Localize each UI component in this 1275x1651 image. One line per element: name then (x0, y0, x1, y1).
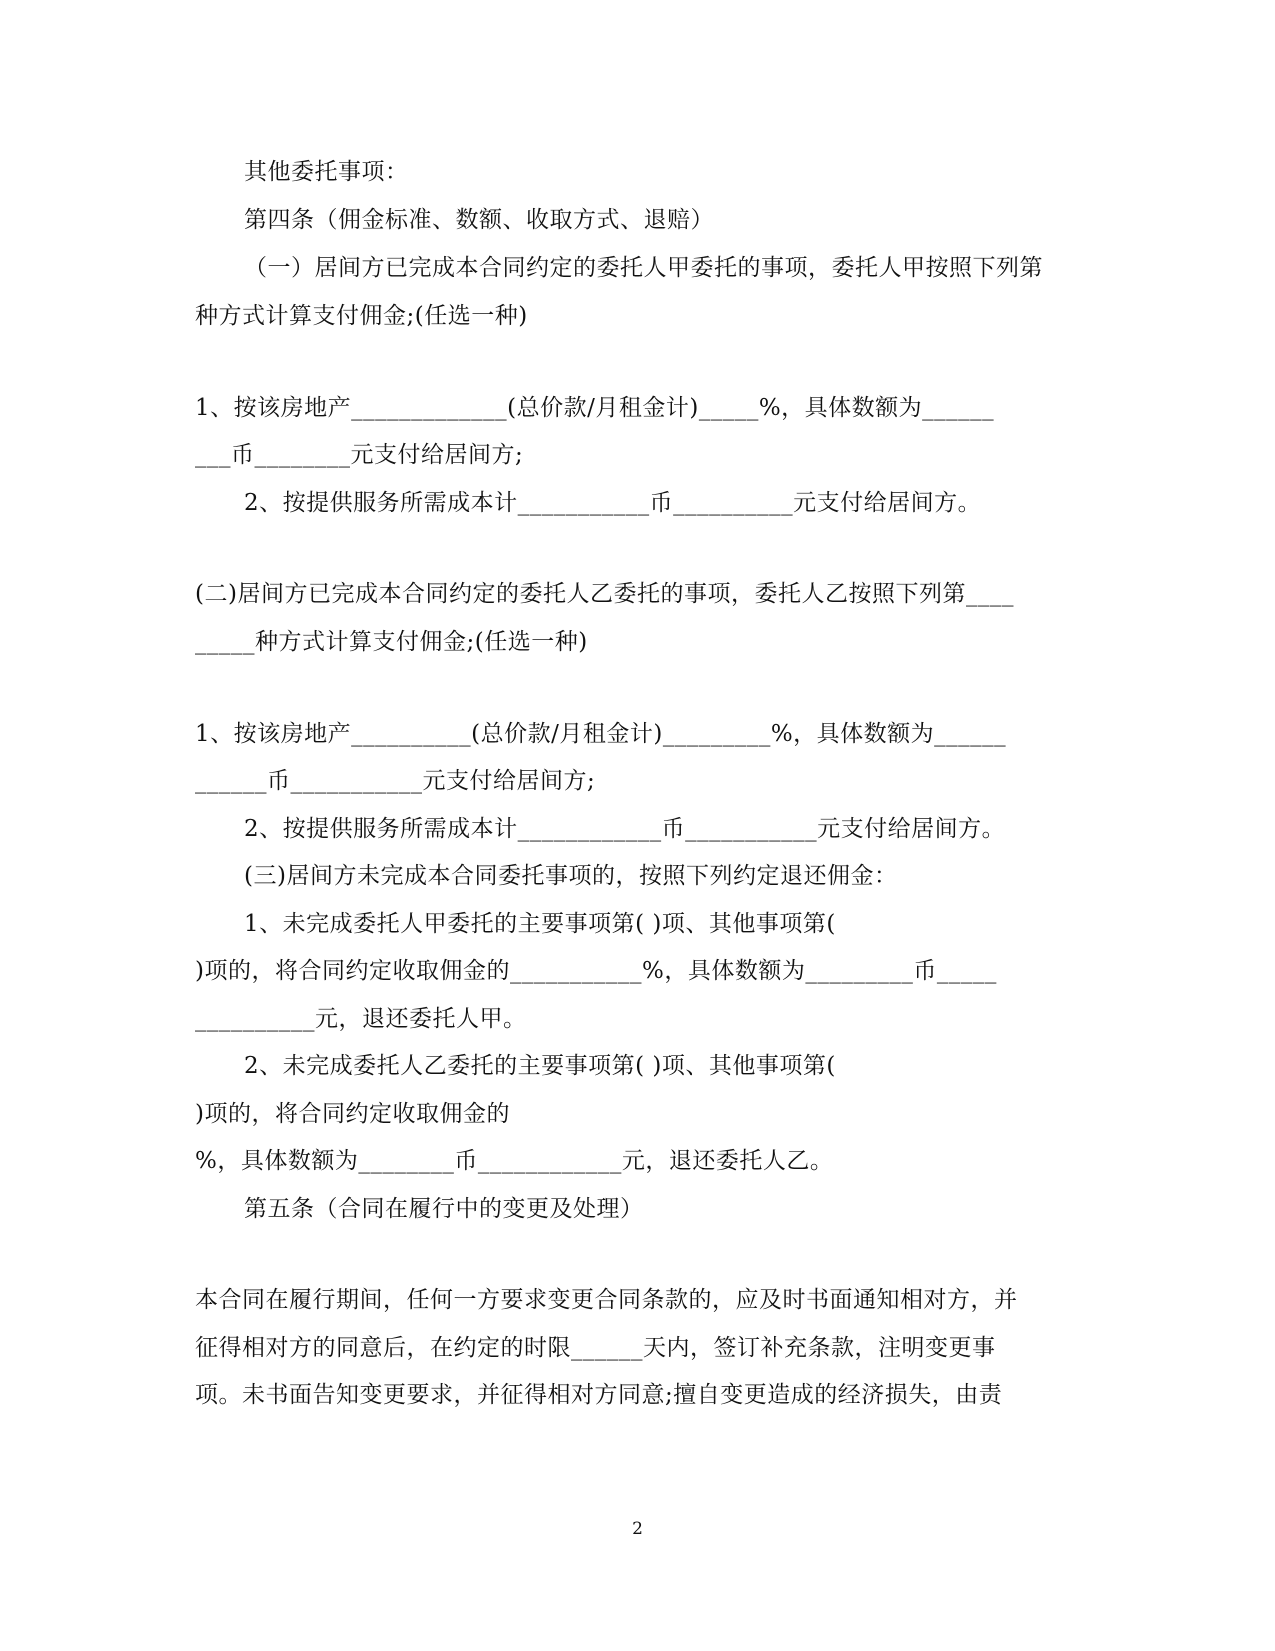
text-line: 2、未完成委托人乙委托的主要事项第( )项、其他事项第( (244, 1053, 836, 1079)
text-line: %，具体数额为________币____________元，退还委托人乙。 (195, 1148, 834, 1174)
text-line: 其他委托事项： (244, 159, 409, 185)
text-line: _____种方式计算支付佣金;(任选一种) (195, 629, 588, 655)
text-line: 2、按提供服务所需成本计___________币__________元支付给居间方。 (244, 490, 982, 516)
page-number: 2 (632, 1519, 643, 1539)
text-line: 种方式计算支付佣金;(任选一种) (195, 303, 528, 329)
text-line: (二)居间方已完成本合同约定的委托人乙委托的事项，委托人乙按照下列第____ (195, 581, 1014, 607)
text-line: 1、按该房地产_____________(总价款/月租金计)_____%，具体数额为______ (195, 395, 995, 421)
text-line: （一）居间方已完成本合同约定的委托人甲委托的事项，委托人甲按照下列第 (244, 255, 1043, 281)
text-line: 本合同在履行期间，任何一方要求变更合同条款的，应及时书面通知相对方，并 (195, 1287, 1018, 1313)
text-line: )项的，将合同约定收取佣金的 (195, 1101, 510, 1127)
text-line: )项的，将合同约定收取佣金的___________%，具体数额为_________币_____ (195, 958, 997, 984)
text-line: ___币________元支付给居间方; (195, 442, 524, 468)
text-line: 项。未书面告知变更要求，并征得相对方同意;擅自变更造成的经济损失，由责 (195, 1382, 1003, 1408)
text-line: ______币___________元支付给居间方; (195, 768, 596, 794)
text-line: 1、未完成委托人甲委托的主要事项第( )项、其他事项第( (244, 911, 836, 937)
text-line: 1、按该房地产__________(总价款/月租金计)_________%，具体数额为______ (195, 721, 1007, 747)
section-heading-article-5: 第五条（合同在履行中的变更及处理） (244, 1196, 644, 1222)
text-line: 征得相对方的同意后，在约定的时限______天内，签订补充条款，注明变更事 (195, 1335, 996, 1361)
text-line: __________元，退还委托人甲。 (195, 1006, 527, 1032)
text-line: 2、按提供服务所需成本计____________币___________元支付给居间方。 (244, 816, 1006, 842)
section-heading-article-4: 第四条（佣金标准、数额、收取方式、退赔） (244, 207, 714, 233)
text-line: (三)居间方未完成本合同委托事项的，按照下列约定退还佣金： (244, 863, 898, 889)
